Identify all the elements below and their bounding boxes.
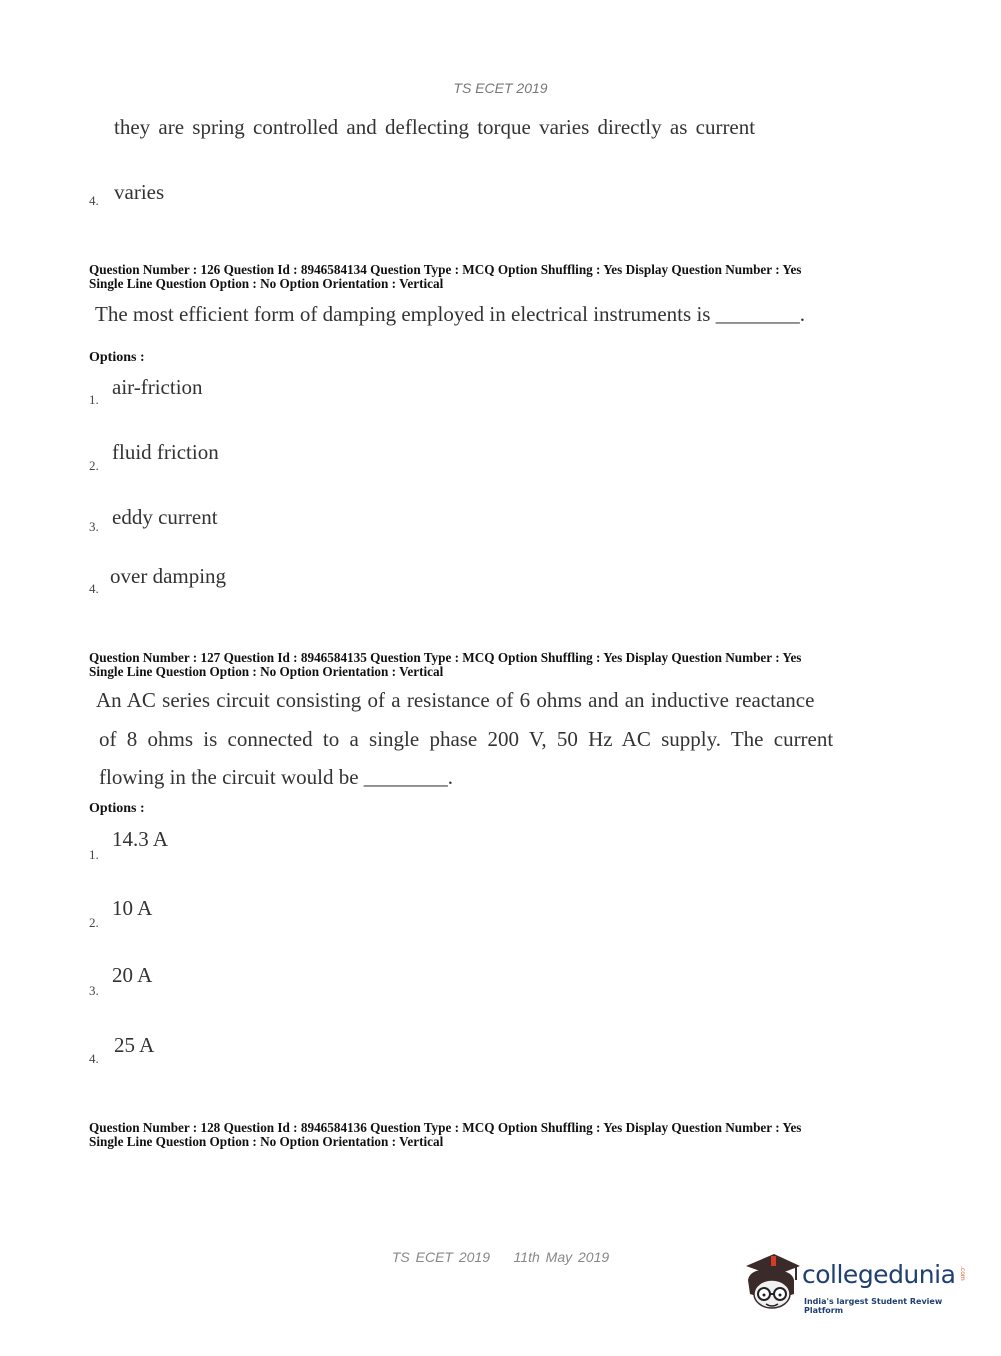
prev-option-text: varies [114,180,165,204]
q126-option-2-number: 2. [89,458,99,473]
q126-option-2-text: fluid friction [112,440,219,464]
q127-option-2-number: 2. [89,915,99,930]
q127-option-1-number: 1. [89,847,99,862]
q127-option-2-text: 10 A [112,896,153,920]
logo-wordmark: collegedunia [802,1260,956,1289]
q126-option-4-number: 4. [89,581,99,596]
q127-option-3-number: 3. [89,983,99,998]
q127-options-label: Options : [89,801,145,816]
q127-question-line3: flowing in the circuit would be ________. [99,765,454,789]
q126-option-4-text: over damping [110,564,227,588]
q127-question-line1: An AC series circuit consisting of a resistance of 6 ohms and an inductive reactance [96,688,815,712]
q126-option-3-text: eddy current [112,505,218,529]
logo-tagline: India's largest Student Review Platform [804,1297,943,1315]
q127-option-3-text: 20 A [112,963,153,987]
page-footer: TS ECET 2019 11th May 2019 [391,1249,610,1265]
prev-option-number: 4. [89,193,99,208]
student-mascot-icon [742,1250,802,1320]
prev-question-line: they are spring controlled and deflecting torque varies directly as current [114,115,756,139]
logo-com: .com [959,1266,966,1281]
page-header: TS ECET 2019 [453,80,548,96]
q127-meta-line1: Question Number : 127 Question Id : 8946584135 Question Type : MCQ Option Shuffling : Yes Display Question Number : Yes [89,650,802,665]
q126-option-3-number: 3. [89,519,99,534]
q126-option-1-text: air-friction [112,375,203,399]
collegedunia-logo [742,1250,972,1320]
q128-meta-line1: Question Number : 128 Question Id : 8946584136 Question Type : MCQ Option Shuffling : Yes Display Question Number : Yes [89,1120,802,1135]
q128-meta-line2: Single Line Question Option : No Option Orientation : Vertical [89,1134,444,1149]
q126-meta-line1: Question Number : 126 Question Id : 8946584134 Question Type : MCQ Option Shuffling : Yes Display Question Number : Yes [89,262,802,277]
q126-meta-line2: Single Line Question Option : No Option Orientation : Vertical [89,276,444,291]
q126-options-label: Options : [89,350,145,365]
q127-meta-line2: Single Line Question Option : No Option Orientation : Vertical [89,664,444,679]
q127-option-1-text: 14.3 A [112,827,169,851]
q127-option-4-text: 25 A [114,1033,155,1057]
q126-option-1-number: 1. [89,392,99,407]
q126-question-text: The most efficient form of damping employed in electrical instruments is ________. [95,302,805,326]
q127-question-line2: of 8 ohms is connected to a single phase 200 V, 50 Hz AC supply. The current [99,727,834,751]
q127-option-4-number: 4. [89,1051,99,1066]
